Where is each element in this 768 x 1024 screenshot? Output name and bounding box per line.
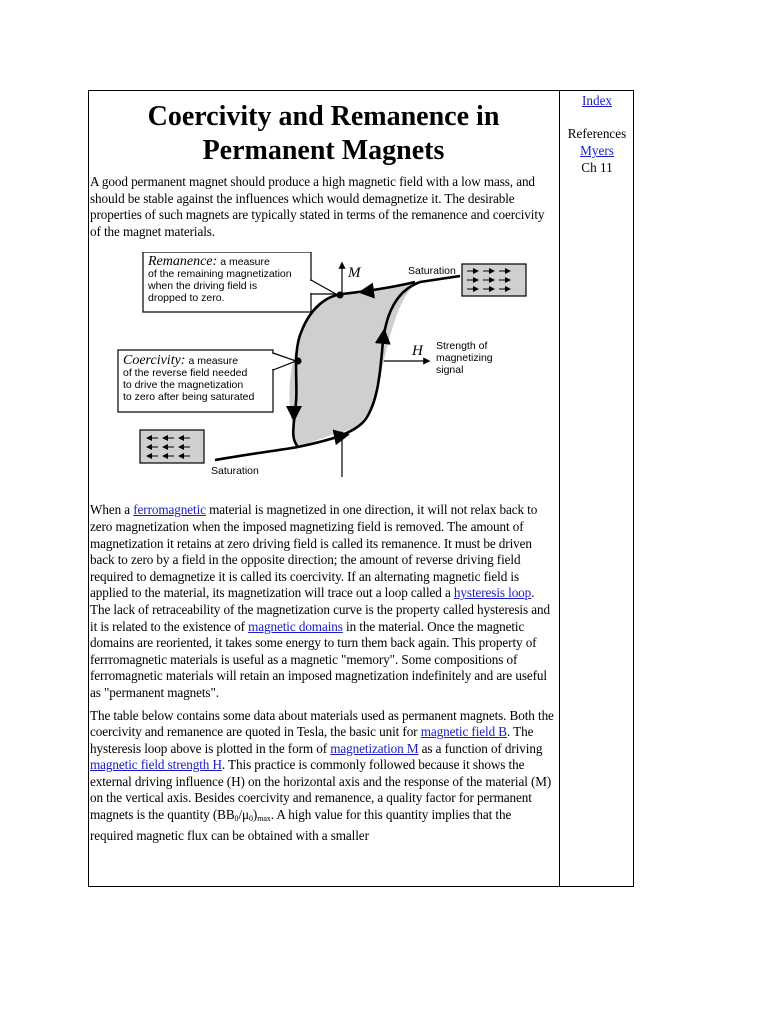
references-label: References [567, 126, 627, 141]
coercivity-term: Coercivity: [123, 353, 186, 369]
chapter-label: Ch 11 [581, 160, 613, 175]
strength-label-1: Strength of [436, 340, 488, 353]
domain-box-top-icon [462, 264, 526, 296]
para2-sub-2: 0 [249, 814, 253, 824]
coercivity-desc-4: to zero after being saturated [123, 391, 255, 404]
column-divider [559, 90, 560, 887]
para1-text-2: material is magnetized in one direction, it will not relax back to zero magnetization when the imposed magnetizing field is removed. The amount of magnetization it retains at zero driving field is called its remanence. It must be driven back to zero by a field in the opposite direction; the amount of reverse driving field required to demagnetize it is called its coercivity. If an alternating magnetic field is applied to the material, its magnetization will trace out a loop called a [90, 502, 538, 601]
remanence-desc-3: when the driving field is [148, 280, 258, 293]
coercivity-desc-2: of the reverse field needed [123, 367, 248, 380]
para2-text-1: The table below contains some data about materials used as permanent magnets. Both the coercivity and remanence are quoted in Tesla, the basic unit for [90, 707, 554, 740]
magnetic-field-strength-h-link[interactable]: magnetic field strength H [90, 757, 222, 773]
paragraph-table-intro [90, 708, 557, 845]
magnetic-domains-link[interactable]: magnetic domains [248, 618, 343, 634]
remanence-desc-1: a measure [220, 256, 270, 269]
hysteresis-loop-link[interactable]: hysteresis loop [453, 585, 532, 601]
remanence-point [337, 292, 344, 299]
para1-text-3: . The lack of retraceability of the magnetization curve is the property called hysteresis and it is related to the existence of [90, 585, 550, 634]
hysteresis-diagram [90, 252, 557, 482]
index-link[interactable]: Index [581, 93, 613, 108]
para2-sub-1: 0 [234, 814, 239, 824]
m-axis-label: M [348, 265, 361, 282]
para1-text-4: in the material. Once the magnetic domains are reoriented, it takes some energy to turn them back again. This property of ferrromagnetic materials is useful as a magnetic "memory". Some compositions of ferromagnetic materials will retain an imposed magnetization indefinitely and are useful as "permanent magnets". [90, 618, 547, 700]
para2-text-2: . The hysteresis loop above is plotted in the form of [90, 724, 534, 756]
loop-arrow-bottom [336, 435, 346, 437]
svg-text:Strength of magnetizing [436, 340, 496, 376]
strength-label-3: signal [436, 364, 464, 377]
ferromagnetic-link[interactable]: ferromagnetic [133, 502, 206, 518]
intro-paragraph: A good permanent magnet should produce a high magnetic field with a low mass, and should be stable against the influences which would demagnetize it. The desirable properties of such magnets are typically stated in terms of the remanence and coercivity of the magnet materials. [90, 174, 545, 239]
para2-text-5: /μ [238, 807, 249, 823]
para1-text-1: When a [90, 502, 134, 518]
saturation-bottom-label: Saturation [211, 465, 259, 478]
remanence-pointer [311, 280, 336, 294]
para2-text-3: as a function of driving [418, 740, 543, 756]
remanence-term: Remanence: [148, 254, 218, 270]
saturation-tail-bottom [215, 447, 298, 460]
domain-box-bottom-icon [140, 430, 204, 463]
myers-link[interactable]: Myers [580, 143, 614, 158]
coercivity-desc-3: to drive the magnetization [123, 379, 244, 392]
main-column [90, 92, 557, 844]
loop-arrow-top [362, 291, 370, 292]
h-axis-label: H [412, 343, 423, 360]
remanence-desc-2: of the remaining magnetization [148, 268, 292, 281]
svg-text:Coercivity:a measure of [123, 353, 254, 403]
sidebar [561, 92, 633, 176]
para2-text-4: . This practice is commonly followed because it shows the external driving influence (H) on the horizontal axis and the response of the material (M) on the vertical axis. Besides coercivity and remanence, a quality factor for permanent magnets is the quantity (BB [90, 757, 552, 823]
magnetic-field-b-link[interactable]: magnetic field B [420, 724, 507, 740]
magnetization-m-link[interactable]: magnetization M [330, 740, 419, 756]
para2-text-6: ) [252, 807, 258, 823]
strength-label-2: magnetizing [436, 352, 493, 365]
para2-text-7: . A high value for this quantity implies that the required magnetic flux can be obtained with a smaller [90, 807, 512, 843]
para2-sub-3: max [257, 814, 271, 824]
page-title: Coercivity and Remanence in Permanent Magnets [147, 101, 500, 166]
paragraph-hysteresis [90, 502, 557, 701]
saturation-top-label: Saturation [408, 265, 456, 278]
coercivity-desc-1: a measure [188, 355, 239, 368]
loop-arrow-right [383, 332, 384, 342]
remanence-desc-4: dropped to zero. [148, 292, 225, 305]
